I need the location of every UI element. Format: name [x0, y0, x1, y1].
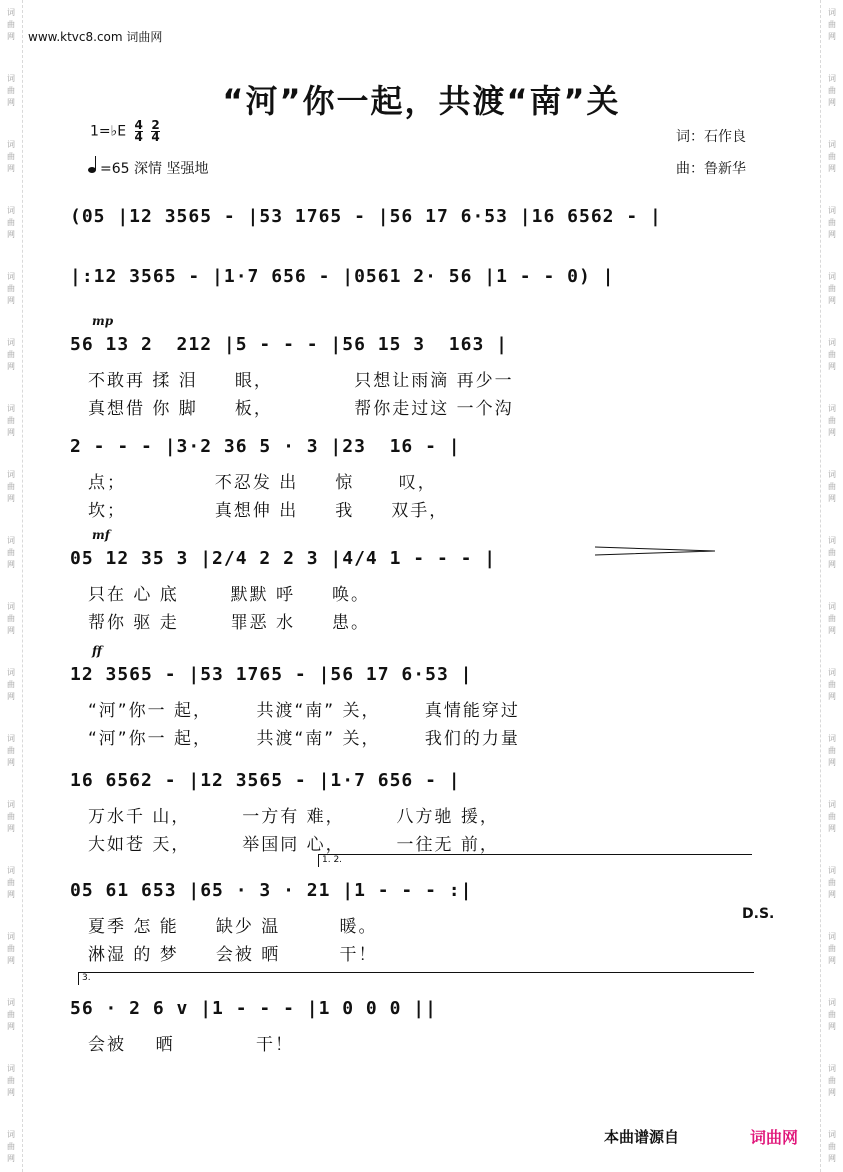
- brand-name: 词曲网: [750, 1128, 799, 1147]
- lyric-line: “河”你一 起， 共渡“南” 关， 真情能穿过: [88, 701, 520, 721]
- notation-text: |:12 3565 - |1·7 656 - |0561 2· 56 |1 - - 0) |: [70, 266, 615, 287]
- watermark-char: 网: [7, 362, 15, 371]
- lyric-line: 万水千 山， 一方有 难， 八方驰 援，: [88, 807, 499, 827]
- watermark-char: 网: [828, 1154, 836, 1163]
- watermark-char: 曲: [7, 1010, 15, 1019]
- watermark-char: 词: [7, 536, 15, 545]
- watermark-char: 词: [828, 734, 836, 743]
- watermark-char: 曲: [7, 548, 15, 557]
- watermark-char: 网: [828, 890, 836, 899]
- watermark-char: 网: [828, 956, 836, 965]
- score-line: [70, 528, 770, 574]
- watermark-char: 网: [7, 560, 15, 569]
- key-signature: [90, 120, 160, 143]
- watermark-char: 网: [7, 98, 15, 107]
- composer: 曲：鲁新华: [676, 161, 746, 177]
- decrescendo-hairpin: [595, 546, 715, 556]
- lyric-line: 夏季 怎 能 缺少 温 暖。: [88, 917, 378, 937]
- lyric-line: 大如苍 天， 举国同 心， 一往无 前，: [88, 835, 499, 855]
- watermark-char: 曲: [7, 746, 15, 755]
- watermark-char: 词: [828, 140, 836, 149]
- score-line: [70, 314, 770, 360]
- watermark-char: 词: [7, 1130, 15, 1139]
- watermark-char: 网: [828, 560, 836, 569]
- dynamic-marking: mp: [92, 314, 114, 328]
- score-line: [70, 855, 775, 922]
- right-watermark-strip: [820, 0, 843, 1172]
- watermark-char: 曲: [828, 86, 836, 95]
- watermark-char: 曲: [828, 614, 836, 623]
- watermark-char: 曲: [7, 218, 15, 227]
- watermark-char: 词: [7, 866, 15, 875]
- watermark-char: 网: [7, 230, 15, 239]
- watermark-char: 网: [828, 494, 836, 503]
- watermark-char: 词: [7, 470, 15, 479]
- dynamic-marking: mf: [92, 528, 110, 542]
- watermark-char: 曲: [828, 218, 836, 227]
- watermark-char: 词: [828, 8, 836, 17]
- watermark-char: 网: [7, 824, 15, 833]
- watermark-char: 曲: [828, 20, 836, 29]
- volta-bracket: 1. 2.: [318, 854, 752, 867]
- watermark-char: 网: [828, 164, 836, 173]
- watermark-char: 词: [828, 1130, 836, 1139]
- tempo-text: =65 深情 坚强地: [100, 161, 209, 177]
- watermark-char: 网: [828, 824, 836, 833]
- lyric-line: 帮你 驱 走 罪恶 水 患。: [88, 613, 371, 633]
- watermark-char: 网: [828, 296, 836, 305]
- watermark-char: 词: [828, 74, 836, 83]
- left-watermark-strip: [0, 0, 23, 1172]
- watermark-char: 网: [828, 230, 836, 239]
- watermark-char: 词: [7, 140, 15, 149]
- lyric-line: 会被 晒 干！: [88, 1035, 295, 1055]
- watermark-char: 词: [828, 602, 836, 611]
- lyric-line: 真想借 你 脚 板， 帮你走过这 一个沟: [88, 399, 514, 419]
- watermark-char: 网: [828, 626, 836, 635]
- watermark-char: 词: [7, 74, 15, 83]
- watermark-char: 网: [7, 1154, 15, 1163]
- watermark-char: 词: [7, 1064, 15, 1073]
- watermark-char: 词: [828, 866, 836, 875]
- watermark-char: 曲: [828, 878, 836, 887]
- notation-text: 05 61 653 |65 · 3 · 21 |1 - - - :|: [70, 880, 473, 901]
- lyric-line: 不敢再 揉 泪 眼， 只想让雨滴 再少一: [88, 371, 514, 391]
- watermark-char: 词: [828, 668, 836, 677]
- watermark-char: 网: [828, 32, 836, 41]
- time-signature-b: $\frac{2}{4}$: [151, 118, 160, 144]
- watermark-char: 词: [7, 272, 15, 281]
- watermark-char: 曲: [7, 1076, 15, 1085]
- watermark-char: 曲: [828, 284, 836, 293]
- time-signature-a: $\frac{4}{4}$: [134, 118, 143, 144]
- watermark-char: 网: [7, 956, 15, 965]
- watermark-char: 词: [7, 800, 15, 809]
- watermark-char: 曲: [828, 680, 836, 689]
- watermark-char: 词: [828, 206, 836, 215]
- notation-text: 56 13 2 212 |5 - - - |56 15 3 163 |: [70, 334, 508, 355]
- tempo-marking: [88, 158, 208, 178]
- watermark-char: 网: [7, 32, 15, 41]
- watermark-char: 曲: [828, 548, 836, 557]
- watermark-char: 网: [7, 428, 15, 437]
- score-line: [70, 428, 770, 462]
- watermark-char: 曲: [828, 152, 836, 161]
- watermark-char: 词: [7, 206, 15, 215]
- lyric-line: 只在 心 底 默默 呼 唤。: [88, 585, 371, 605]
- score-line: [70, 762, 770, 796]
- watermark-char: 曲: [7, 614, 15, 623]
- lyric-line: 坎； 真想伸 出 我 双手，: [88, 501, 449, 521]
- watermark-char: 网: [7, 1088, 15, 1097]
- watermark-char: 网: [7, 890, 15, 899]
- watermark-char: 网: [7, 494, 15, 503]
- watermark-char: 网: [828, 692, 836, 701]
- key-label: 1=♭E: [90, 123, 127, 140]
- watermark-char: 词: [7, 932, 15, 941]
- watermark-char: 词: [828, 272, 836, 281]
- lyric-line: 淋湿 的 梦 会被 晒 干！: [88, 945, 378, 965]
- lyric-line: 点； 不忍发 出 惊 叹，: [88, 473, 437, 493]
- watermark-char: 词: [828, 404, 836, 413]
- notation-text: 2 - - - |3·2 36 5 · 3 |23 16 - |: [70, 436, 461, 457]
- watermark-char: 网: [7, 1022, 15, 1031]
- watermark-char: 网: [7, 164, 15, 173]
- notation-text: 12 3565 - |53 1765 - |56 17 6·53 |: [70, 664, 473, 685]
- dal-segno-mark: D.S.: [742, 906, 775, 922]
- watermark-char: 网: [828, 428, 836, 437]
- watermark-char: 曲: [828, 416, 836, 425]
- watermark-char: 曲: [828, 1076, 836, 1085]
- score-line: [70, 198, 770, 232]
- watermark-char: 词: [828, 998, 836, 1007]
- watermark-char: 网: [7, 296, 15, 305]
- watermark-char: 词: [828, 536, 836, 545]
- notation-text: 56 · 2 6 v |1 - - - |1 0 0 0 ||: [70, 998, 437, 1019]
- watermark-char: 曲: [7, 86, 15, 95]
- watermark-char: 曲: [7, 878, 15, 887]
- watermark-char: 曲: [828, 350, 836, 359]
- volta-bracket: 3.: [78, 972, 754, 985]
- watermark-char: 词: [828, 932, 836, 941]
- watermark-char: 网: [828, 362, 836, 371]
- watermark-char: 曲: [7, 416, 15, 425]
- watermark-char: 曲: [7, 152, 15, 161]
- watermark-char: 曲: [7, 1142, 15, 1151]
- watermark-char: 词: [828, 1064, 836, 1073]
- watermark-char: 曲: [7, 680, 15, 689]
- watermark-char: 曲: [828, 746, 836, 755]
- site-url: www.ktvc8.com 词曲网: [28, 30, 163, 44]
- watermark-char: 词: [828, 800, 836, 809]
- watermark-char: 网: [7, 758, 15, 767]
- lyricist: 词：石作良: [676, 129, 746, 145]
- watermark-char: 曲: [828, 482, 836, 491]
- watermark-char: 网: [828, 758, 836, 767]
- watermark-char: 词: [828, 338, 836, 347]
- watermark-char: 曲: [7, 350, 15, 359]
- watermark-char: 曲: [828, 944, 836, 953]
- watermark-char: 曲: [7, 482, 15, 491]
- watermark-char: 网: [7, 692, 15, 701]
- watermark-char: 词: [7, 602, 15, 611]
- watermark-char: 词: [7, 404, 15, 413]
- watermark-char: 曲: [828, 812, 836, 821]
- watermark-char: 网: [828, 1088, 836, 1097]
- notation-text: 05 12 35 3 |2/4 2 2 3 |4/4 1 - - - |: [70, 548, 497, 569]
- dynamic-marking: ff: [92, 644, 102, 658]
- score-line: [70, 258, 770, 292]
- quarter-note-icon: [88, 167, 96, 173]
- watermark-char: 词: [7, 998, 15, 1007]
- watermark-char: 词: [7, 8, 15, 17]
- watermark-char: 网: [828, 1022, 836, 1031]
- watermark-char: 曲: [7, 20, 15, 29]
- watermark-char: 曲: [7, 944, 15, 953]
- watermark-char: 网: [828, 98, 836, 107]
- watermark-char: 网: [7, 626, 15, 635]
- score-line: [70, 644, 770, 690]
- source-label: 本曲谱源自: [604, 1128, 680, 1146]
- watermark-char: 词: [7, 338, 15, 347]
- song-title: “河”你一起，共渡“南”关: [222, 82, 621, 120]
- watermark-char: 词: [7, 668, 15, 677]
- watermark-char: 曲: [7, 812, 15, 821]
- notation-text: 16 6562 - |12 3565 - |1·7 656 - |: [70, 770, 461, 791]
- watermark-char: 曲: [828, 1142, 836, 1151]
- watermark-char: 曲: [828, 1010, 836, 1019]
- watermark-char: 曲: [7, 284, 15, 293]
- score-line: [70, 973, 770, 1024]
- watermark-char: 词: [7, 734, 15, 743]
- notation-text: (05 |12 3565 - |53 1765 - |56 17 6·53 |16 6562 - |: [70, 206, 662, 227]
- watermark-char: 词: [828, 470, 836, 479]
- lyric-line: “河”你一 起， 共渡“南” 关， 我们的力量: [88, 729, 520, 749]
